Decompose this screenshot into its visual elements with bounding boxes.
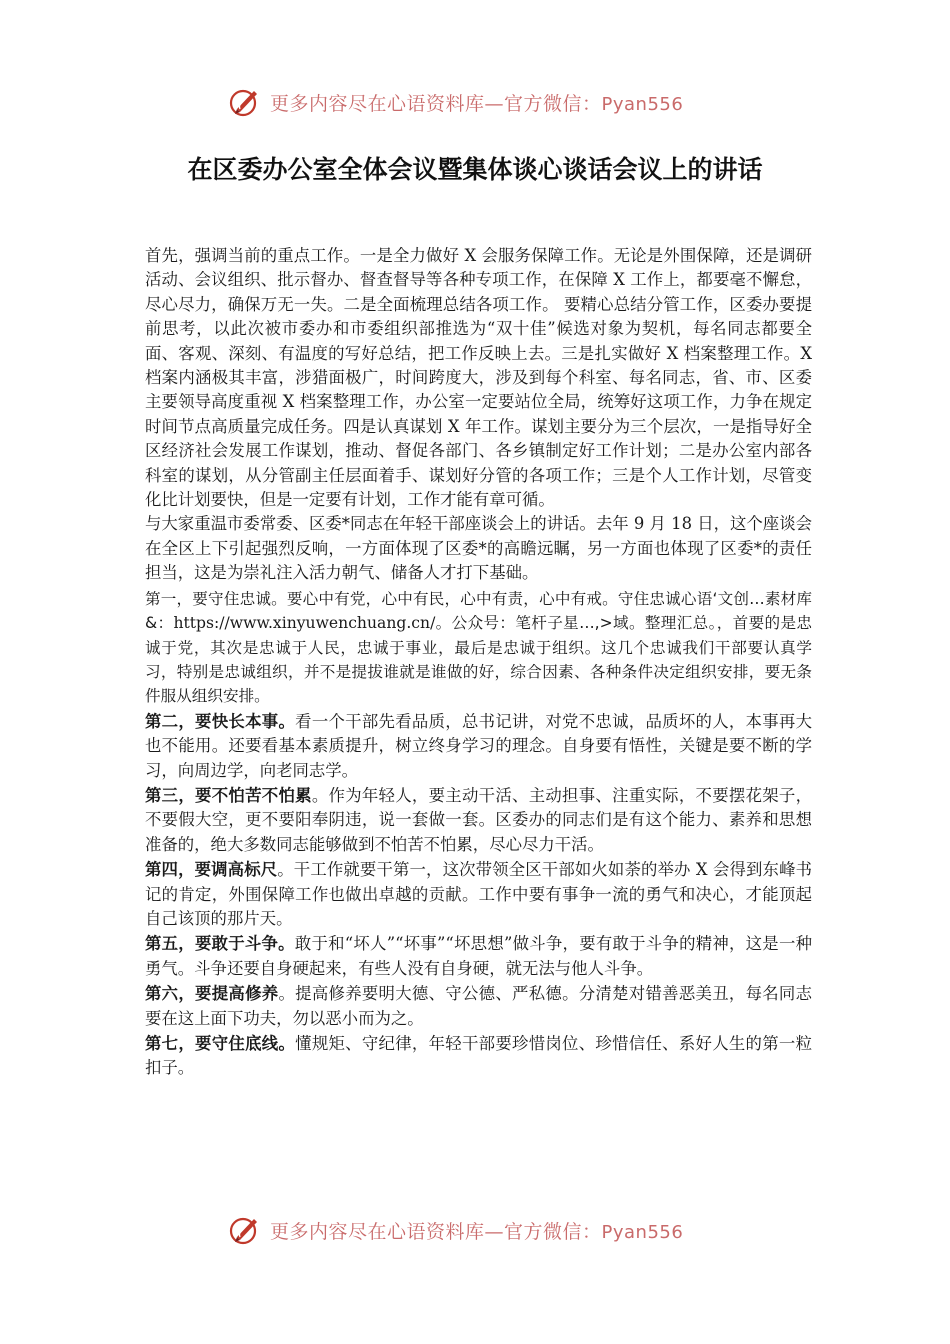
point-6-heading: 第六，要提高修养 bbox=[145, 984, 279, 1004]
point-5-paragraph bbox=[145, 932, 812, 981]
point-6-body: 。提高修养要明大德、守公德、严私德。分清楚对错善恶美丑，每名同志要在这上面下功夫，勿以恶小而为之。 bbox=[145, 984, 813, 1028]
point-1-paragraph bbox=[145, 587, 812, 709]
point-2-body: 看一个干部先看品质，总书记讲，对党不忠诚，品质坏的人，本事再大也不能用。还要看基本素质提升，树立终身学习的理念。自身要有悟性，关键是要不断的学习，向周边学，向老同志学。 bbox=[145, 711, 812, 780]
page-title: 在区委办公室全体会议暨集体谈心谈话会议上的讲话 bbox=[187, 155, 763, 184]
pen-logo-icon bbox=[228, 85, 262, 119]
document-body bbox=[145, 244, 812, 1081]
point-2-heading: 第二，要快长本事。 bbox=[145, 711, 296, 731]
point-2-paragraph bbox=[145, 710, 812, 783]
point-3-paragraph bbox=[145, 784, 812, 857]
point-4-heading: 第四，要调高标尺 bbox=[145, 860, 278, 880]
point-7-body: 懂规矩、守纪律，年轻干部要珍惜岗位、珍惜信任、系好人生的第一粒扣子。 bbox=[145, 1034, 812, 1078]
watermark-footer bbox=[228, 1210, 748, 1250]
point-7-paragraph bbox=[145, 1032, 812, 1081]
source-url: https://www.xinyuwenchuang.cn/ bbox=[173, 614, 436, 633]
point-5-heading: 第五，要敢于斗争。 bbox=[145, 934, 295, 954]
point-1-tail: 。公众号：笔杆子星…,>域。整理汇总。，首要的是忠诚于党，其次是忠诚于人民，忠诚于事业，最后是忠诚于组织。这几个忠诚我们干部要认真学习，特别是忠诚组织，并不是提拔谁就是谁做的好，综合因素、各种条件决定组织安排，要无条件服从组织安排。 bbox=[145, 614, 812, 706]
point-1-lead: 第一，要守住忠诚。要心中有党，心中有民，心中有责，心中有戒。守住忠诚心语‘文创…素材库&： bbox=[145, 589, 812, 633]
point-5-body: 敢于和“坏人”“坏事”“坏思想”做斗争，要有敢于斗争的精神，这是一种勇气。斗争还要自身硬起来，有些人没有自身硬，就无法与他人斗争。 bbox=[145, 934, 812, 978]
watermark-text: 更多内容尽在心语资料库—官方微信：Pyan556 bbox=[270, 92, 684, 115]
point-7-heading: 第七，要守住底线。 bbox=[145, 1034, 296, 1053]
point-4-paragraph bbox=[145, 858, 812, 931]
intro-paragraph-1: 首先，强调当前的重点工作。一是全力做好 X 会服务保障工作。无论是外围保障，还是调研活动、会议组织、批示督办、督查督导等各种专项工作，在保障 X 工作上，都要毫不懈怠，尽心尽力，确保万无一失。二是全面梳理总结各项工作。 要精心总结分管工作，区委办要提前思考，以此次被市委办和市委组织部推选为“双十佳”候选对象为契机，每名同志都要全面、客观、深刻、有温度的写好总结，把工作反映上去。三是扎实做好 X 档案整理工作。X 档案内涵极其丰富，涉猎面极广，时间跨度大，涉及到每个科室、每名同志，省、市、区委主要领导高度重视 X 档案整理工作，办公室一定要站位全局，统筹好这项工作，力争在规定时间节点高质量完成任务。四是认真谋划 X 年工作。谋划主要分为三个层次，一是指导好全区经济社会发展工作谋划，推动、督促各部门、各乡镇制定好工作计划；二是办公室内部各科室的谋划，从分管副主任层面着手、谋划好分管的各项工作；三是个人工作计划，尽管变化比计划要快，但是一定要有计划，工作才能有章可循。 bbox=[145, 246, 812, 510]
intro-paragraph-2: 与大家重温市委常委、区委*同志在年轻干部座谈会上的讲话。去年 9 月 18 日，这个座谈会在全区上下引起强烈反响，一方面体现了区委*的高瞻远瞩，另一方面也体现了区委*的责任担当，这是为崇礼注入活力朝气、储备人才打下基础。 bbox=[145, 514, 812, 583]
point-6-paragraph bbox=[145, 982, 812, 1031]
watermark-header bbox=[228, 82, 748, 122]
point-3-heading: 第三，要不怕苦不怕累 bbox=[145, 785, 312, 805]
point-3-body: 。作为年轻人，要主动干活、主动担事、注重实际，不要摆花架子，不要假大空，更不要阳奉阴违，说一套做一套。区委办的同志们是有这个能力、素养和思想准备的，绝大多数同志能够做到不怕苦不怕累，尽心尽力干活。 bbox=[145, 785, 813, 854]
pen-logo-icon bbox=[228, 1213, 262, 1247]
point-4-body: 。干工作就要干第一，这次带领全区干部如火如荼的举办 X 会得到东峰书记的肯定，外围保障工作也做出卓越的贡献。工作中要有事争一流的勇气和决心，才能顶起自己该顶的那片天。 bbox=[145, 860, 812, 928]
watermark-text: 更多内容尽在心语资料库—官方微信：Pyan556 bbox=[270, 1220, 684, 1243]
